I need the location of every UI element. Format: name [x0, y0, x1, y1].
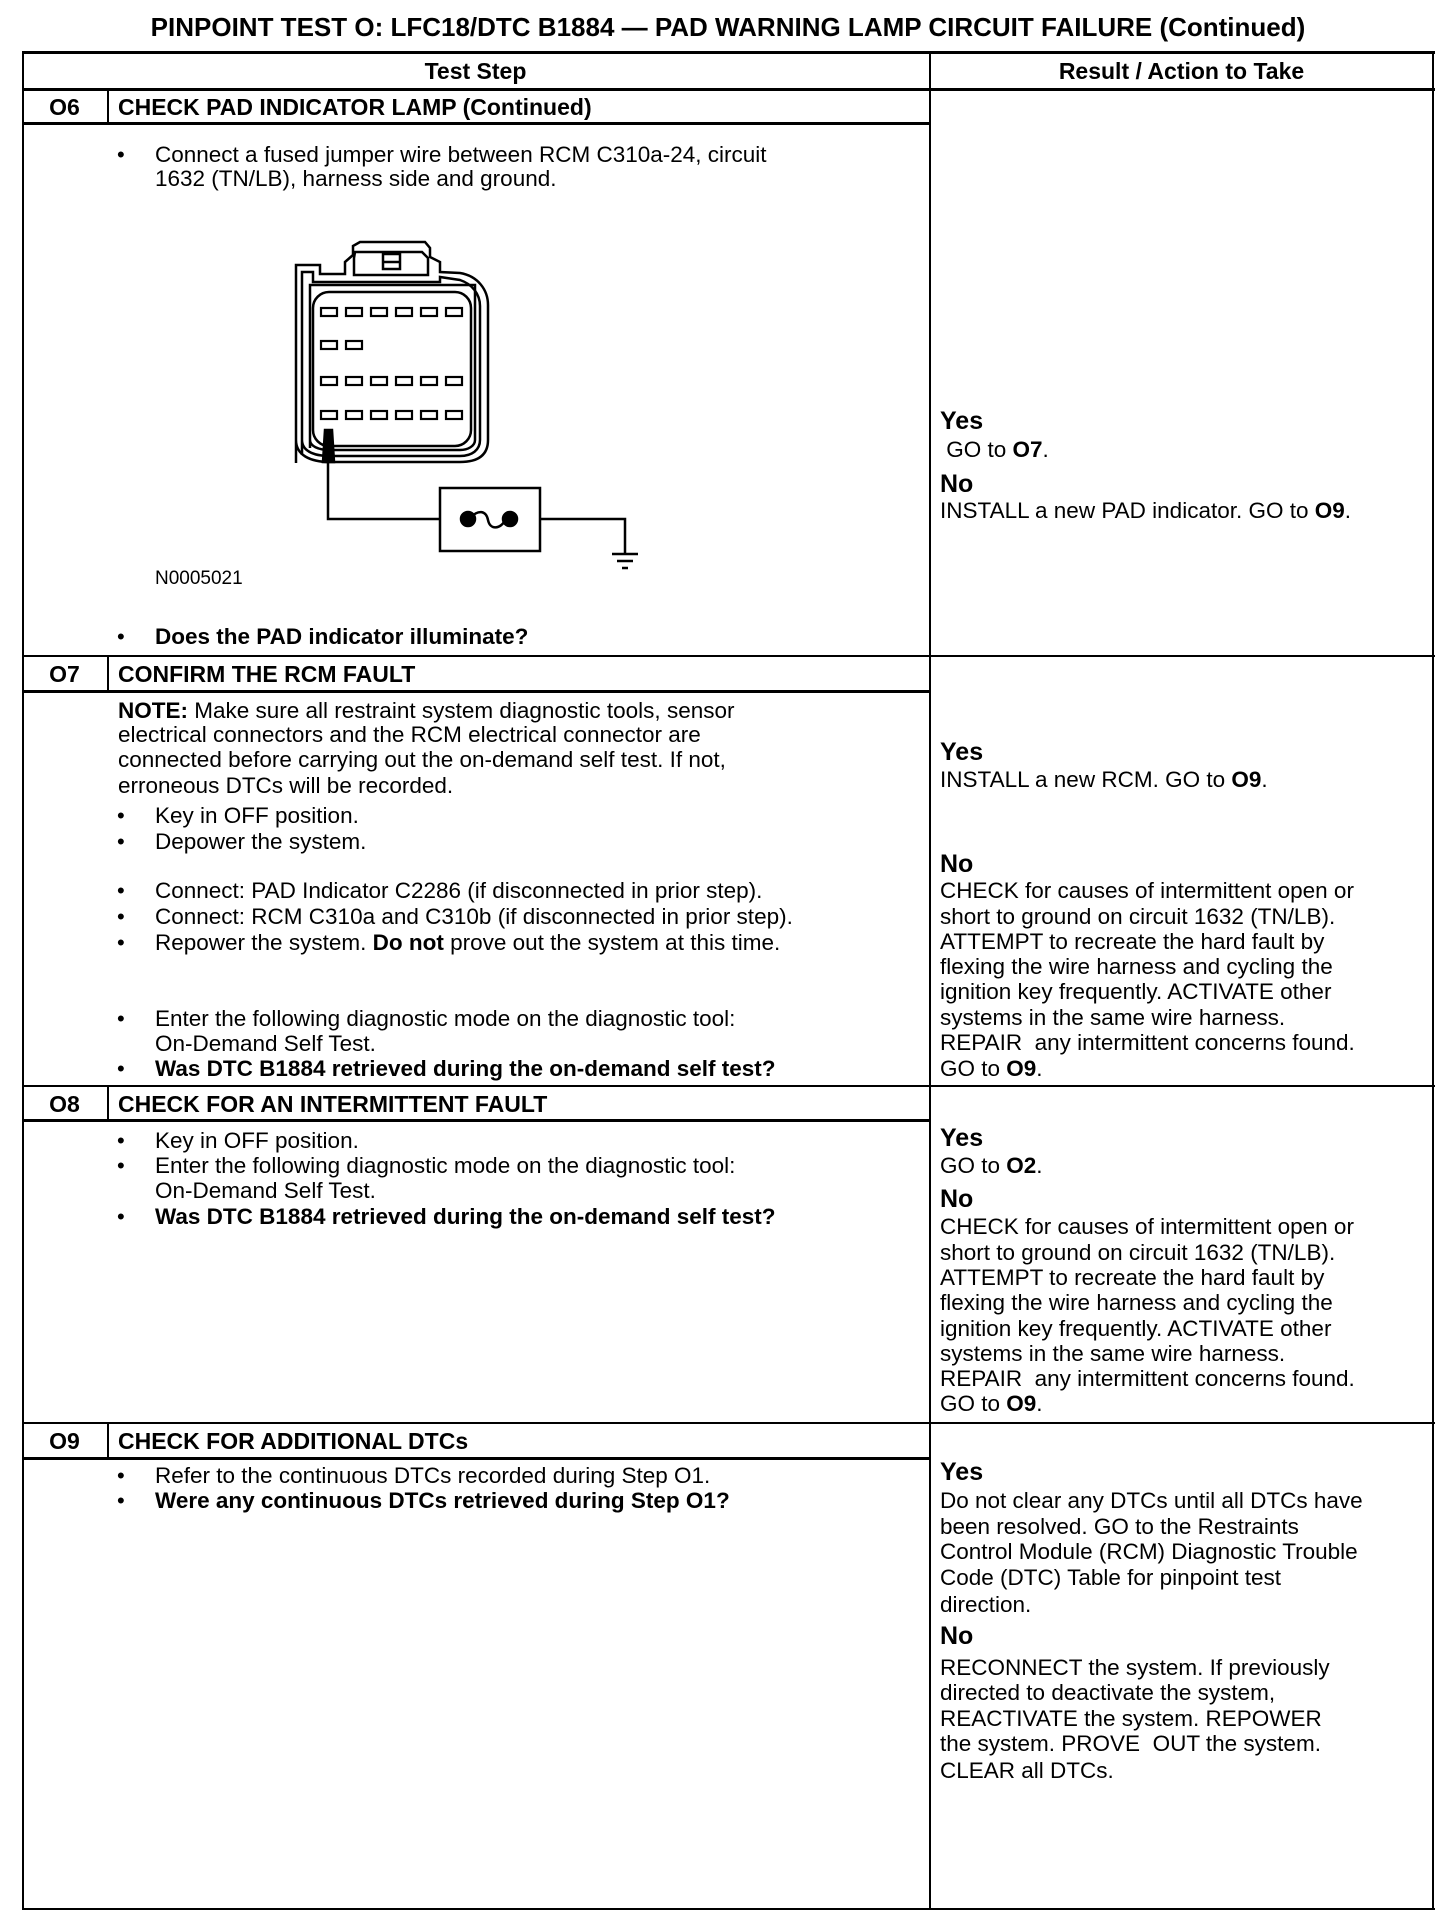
text-segment: connected before carrying out the on-demand self test. If not, [118, 747, 726, 772]
result-line [940, 1265, 1324, 1290]
text-segment: Enter the following diagnostic mode on the diagnostic tool: [155, 1153, 736, 1178]
result-yes-label: Yes [940, 1458, 984, 1486]
text-segment: CHECK for causes of intermittent open or [940, 878, 1354, 903]
result-line [940, 1731, 1321, 1756]
text-segment: ignition key frequently. ACTIVATE other [940, 979, 1332, 1004]
result-line [940, 929, 1324, 954]
result-line [940, 1706, 1322, 1731]
text-segment: Do not clear any DTCs until all DTCs have [940, 1488, 1363, 1513]
result-line [940, 1214, 1354, 1239]
text-segment: CHECK for causes of intermittent open or [940, 1214, 1354, 1239]
bullet-icon: • [117, 930, 125, 955]
row-divider [22, 1085, 1435, 1087]
result-line [940, 1488, 1363, 1513]
result-line [940, 1655, 1330, 1680]
step-line [155, 1178, 376, 1203]
text-segment: Control Module (RCM) Diagnostic Trouble [940, 1539, 1358, 1564]
text-segment: Connect: PAD Indicator C2286 (if disconnected in prior step). [155, 878, 763, 903]
connector-pin [396, 411, 412, 419]
text-segment: . [1344, 498, 1352, 523]
text-segment: short to ground on circuit 1632 (TN/LB). [940, 1240, 1336, 1265]
step-number: O7 [49, 661, 80, 687]
result-line [940, 1539, 1358, 1564]
step-line [155, 1031, 376, 1056]
text-segment: ignition key frequently. ACTIVATE other [940, 1316, 1332, 1341]
text-segment: REPAIR any intermittent concerns found. [940, 1030, 1355, 1055]
connector-pin [371, 308, 387, 316]
bullet-icon: • [117, 624, 125, 649]
connector-pin [421, 308, 437, 316]
step-line [155, 142, 767, 167]
text-segment: On-Demand Self Test. [155, 1178, 376, 1203]
connector-pins [321, 308, 462, 419]
step-number: O8 [49, 1091, 80, 1117]
bullet-icon: • [117, 803, 125, 828]
step-header-divider [22, 1119, 930, 1122]
text-segment: Key in OFF position. [155, 1128, 359, 1153]
step-line [155, 878, 762, 903]
step-number: O6 [49, 94, 80, 120]
result-line [940, 979, 1331, 1004]
result-line [940, 1005, 1285, 1030]
step-line [155, 1488, 730, 1513]
text-segment: systems in the same wire harness. [940, 1005, 1286, 1030]
text-segment: erroneous DTCs will be recorded. [118, 773, 454, 798]
step-link[interactable]: O9 [1314, 498, 1345, 523]
text-segment: . [1261, 767, 1268, 792]
text-segment: direction. [940, 1592, 1032, 1617]
result-yes-label: Yes [940, 407, 984, 435]
result-line [940, 904, 1335, 929]
bullet-icon: • [117, 904, 125, 929]
step-line [155, 624, 528, 649]
bullet-icon: • [117, 1056, 125, 1081]
step-number-divider [107, 656, 109, 691]
text-segment: Connect a fused jumper wire between RCM C310a-24, circuit [155, 142, 767, 167]
text-segment: Code (DTC) Table for pinpoint test [940, 1565, 1281, 1590]
result-line [940, 1592, 1031, 1617]
text-segment: INSTALL a new PAD indicator. GO to [940, 498, 1315, 523]
connector-pin [396, 377, 412, 385]
step-line [155, 1056, 776, 1081]
text-segment: prove out the system at this time. [443, 930, 781, 955]
text-segment: electrical connectors and the RCM electrical connector are [118, 722, 701, 747]
result-line [940, 1391, 1043, 1416]
result-yes-label: Yes [940, 1124, 984, 1152]
result-line [940, 1514, 1299, 1539]
result-line [940, 498, 1351, 523]
text-segment: INSTALL a new RCM. GO to [940, 767, 1232, 792]
result-line [940, 1680, 1275, 1705]
text-segment: systems in the same wire harness. [940, 1341, 1286, 1366]
text-segment: the system. PROVE OUT the system. [940, 1731, 1321, 1756]
text-segment: flexing the wire harness and cycling the [940, 1290, 1333, 1315]
connector-pin [421, 411, 437, 419]
step-line [155, 803, 359, 828]
step-line [155, 1006, 735, 1031]
text-segment: . [1036, 1056, 1043, 1081]
text-segment: Make sure all restraint system diagnostic tools, sensor [188, 698, 735, 723]
result-line [940, 954, 1333, 979]
result-line [940, 1341, 1285, 1366]
connector-pin [446, 411, 462, 419]
result-line [940, 1290, 1333, 1315]
result-line [940, 1316, 1331, 1341]
bullet-icon: • [117, 829, 125, 854]
bullet-icon: • [117, 1204, 125, 1229]
result-line [940, 878, 1354, 903]
text-segment: Key in OFF position. [155, 803, 359, 828]
step-line [155, 1204, 776, 1229]
row-divider [22, 655, 1435, 657]
page-title: PINPOINT TEST O: LFC18/DTC B1884 — PAD WARNING LAMP CIRCUIT FAILURE (Continued) [150, 12, 1306, 42]
step-number: O9 [49, 1428, 80, 1454]
connector-pin [446, 377, 462, 385]
text-segment: On-Demand Self Test. [155, 1031, 376, 1056]
text-segment: RECONNECT the system. If previously [940, 1655, 1330, 1680]
text-segment: GO to [940, 437, 1013, 462]
connector-pin [321, 377, 337, 385]
text-segment: . [1036, 1391, 1043, 1416]
connector-pin [371, 411, 387, 419]
text-segment: Does the PAD indicator illuminate? [155, 624, 529, 649]
bullet-icon: • [117, 1488, 125, 1513]
bullet-icon: • [117, 1463, 125, 1488]
result-no-label: No [940, 850, 974, 878]
text-segment: ATTEMPT to recreate the hard fault by [940, 929, 1325, 954]
step-number-divider [107, 89, 109, 123]
text-segment: ATTEMPT to recreate the hard fault by [940, 1265, 1325, 1290]
result-no-label: No [940, 1185, 974, 1213]
text-segment: Was DTC B1884 retrieved during the on-demand self test? [155, 1204, 776, 1229]
step-title: CHECK PAD INDICATOR LAMP (Continued) [118, 94, 592, 120]
result-line [940, 1153, 1043, 1178]
connector-pin [371, 377, 387, 385]
connector-pin [346, 308, 362, 316]
step-title: CONFIRM THE RCM FAULT [118, 661, 416, 687]
result-no-label: No [940, 470, 974, 498]
note-line [118, 773, 453, 798]
text-segment: Refer to the continuous DTCs recorded during Step O1. [155, 1463, 711, 1488]
text-segment: Depower the system. [155, 829, 367, 854]
result-line [940, 1056, 1043, 1081]
text-segment: GO to [940, 1056, 1007, 1081]
connector-pin [396, 308, 412, 316]
column-header-result: Result / Action to Take [1058, 58, 1305, 84]
step-header-divider [22, 1457, 930, 1460]
step-link[interactable]: O9 [1006, 1391, 1037, 1416]
step-line [155, 930, 780, 955]
result-line [940, 1030, 1355, 1055]
bullet-icon: • [117, 142, 125, 167]
connector-pin [446, 308, 462, 316]
bullet-icon: • [117, 1006, 125, 1031]
text-segment: REACTIVATE the system. REPOWER [940, 1706, 1322, 1731]
text-segment: NOTE: [118, 698, 188, 723]
text-segment: Repower the system. [155, 930, 373, 955]
connector-pin [346, 411, 362, 419]
bullet-icon: • [117, 878, 125, 903]
column-header-test-step: Test Step [424, 58, 527, 84]
result-line [940, 1565, 1281, 1590]
note-line [118, 698, 734, 723]
figure-label: N0005021 [155, 568, 243, 589]
note-line [118, 747, 726, 772]
result-line [940, 767, 1268, 792]
step-title: CHECK FOR ADDITIONAL DTCs [118, 1428, 469, 1454]
connector-pin [421, 377, 437, 385]
step-link[interactable]: O9 [1006, 1056, 1037, 1081]
text-segment: Enter the following diagnostic mode on the diagnostic tool: [155, 1006, 736, 1031]
bullet-icon: • [117, 1128, 125, 1153]
step-line [155, 904, 793, 929]
note-line [118, 722, 701, 747]
text-segment: REPAIR any intermittent concerns found. [940, 1366, 1355, 1391]
step-number-divider [107, 1423, 109, 1458]
text-segment: Were any continuous DTCs retrieved during Step O1? [155, 1488, 730, 1513]
step-link[interactable]: O2 [1006, 1153, 1037, 1178]
text-segment: 1632 (TN/LB), harness side and ground. [155, 166, 557, 191]
row-divider [22, 1422, 1435, 1424]
step-title: CHECK FOR AN INTERMITTENT FAULT [118, 1091, 548, 1117]
text-segment: GO to [940, 1391, 1007, 1416]
text-segment: Connect: RCM C310a and C310b (if disconnected in prior step). [155, 904, 793, 929]
step-line [155, 829, 366, 854]
text-segment: Do not [372, 930, 444, 955]
text-segment: . [1042, 437, 1049, 462]
step-line [155, 1463, 710, 1488]
text-segment: short to ground on circuit 1632 (TN/LB). [940, 904, 1336, 929]
connector-pin [321, 341, 337, 349]
text-segment: CLEAR all DTCs. [940, 1758, 1114, 1783]
step-line [155, 1128, 359, 1153]
text-segment: directed to deactivate the system, [940, 1680, 1276, 1705]
bullet-icon: • [117, 1153, 125, 1178]
result-line [940, 1366, 1355, 1391]
text-segment: Was DTC B1884 retrieved during the on-demand self test? [155, 1056, 776, 1081]
text-segment: flexing the wire harness and cycling the [940, 954, 1333, 979]
step-header-divider [22, 122, 930, 125]
result-line [940, 1240, 1335, 1265]
text-segment: GO to [940, 1153, 1007, 1178]
step-header-divider [22, 690, 930, 693]
text-segment: . [1036, 1153, 1043, 1178]
result-no-label: No [940, 1622, 974, 1650]
text-segment: been resolved. GO to the Restraints [940, 1514, 1299, 1539]
result-line [940, 437, 1049, 462]
connector-pin [346, 377, 362, 385]
connector-pin [321, 411, 337, 419]
step-link[interactable]: O9 [1231, 767, 1262, 792]
connector-pin [346, 341, 362, 349]
result-yes-label: Yes [940, 738, 984, 766]
step-number-divider [107, 1086, 109, 1120]
step-link[interactable]: O7 [1012, 437, 1043, 462]
step-line [155, 1153, 735, 1178]
connector-pin [321, 308, 337, 316]
result-line [940, 1758, 1114, 1783]
step-line [155, 166, 556, 191]
